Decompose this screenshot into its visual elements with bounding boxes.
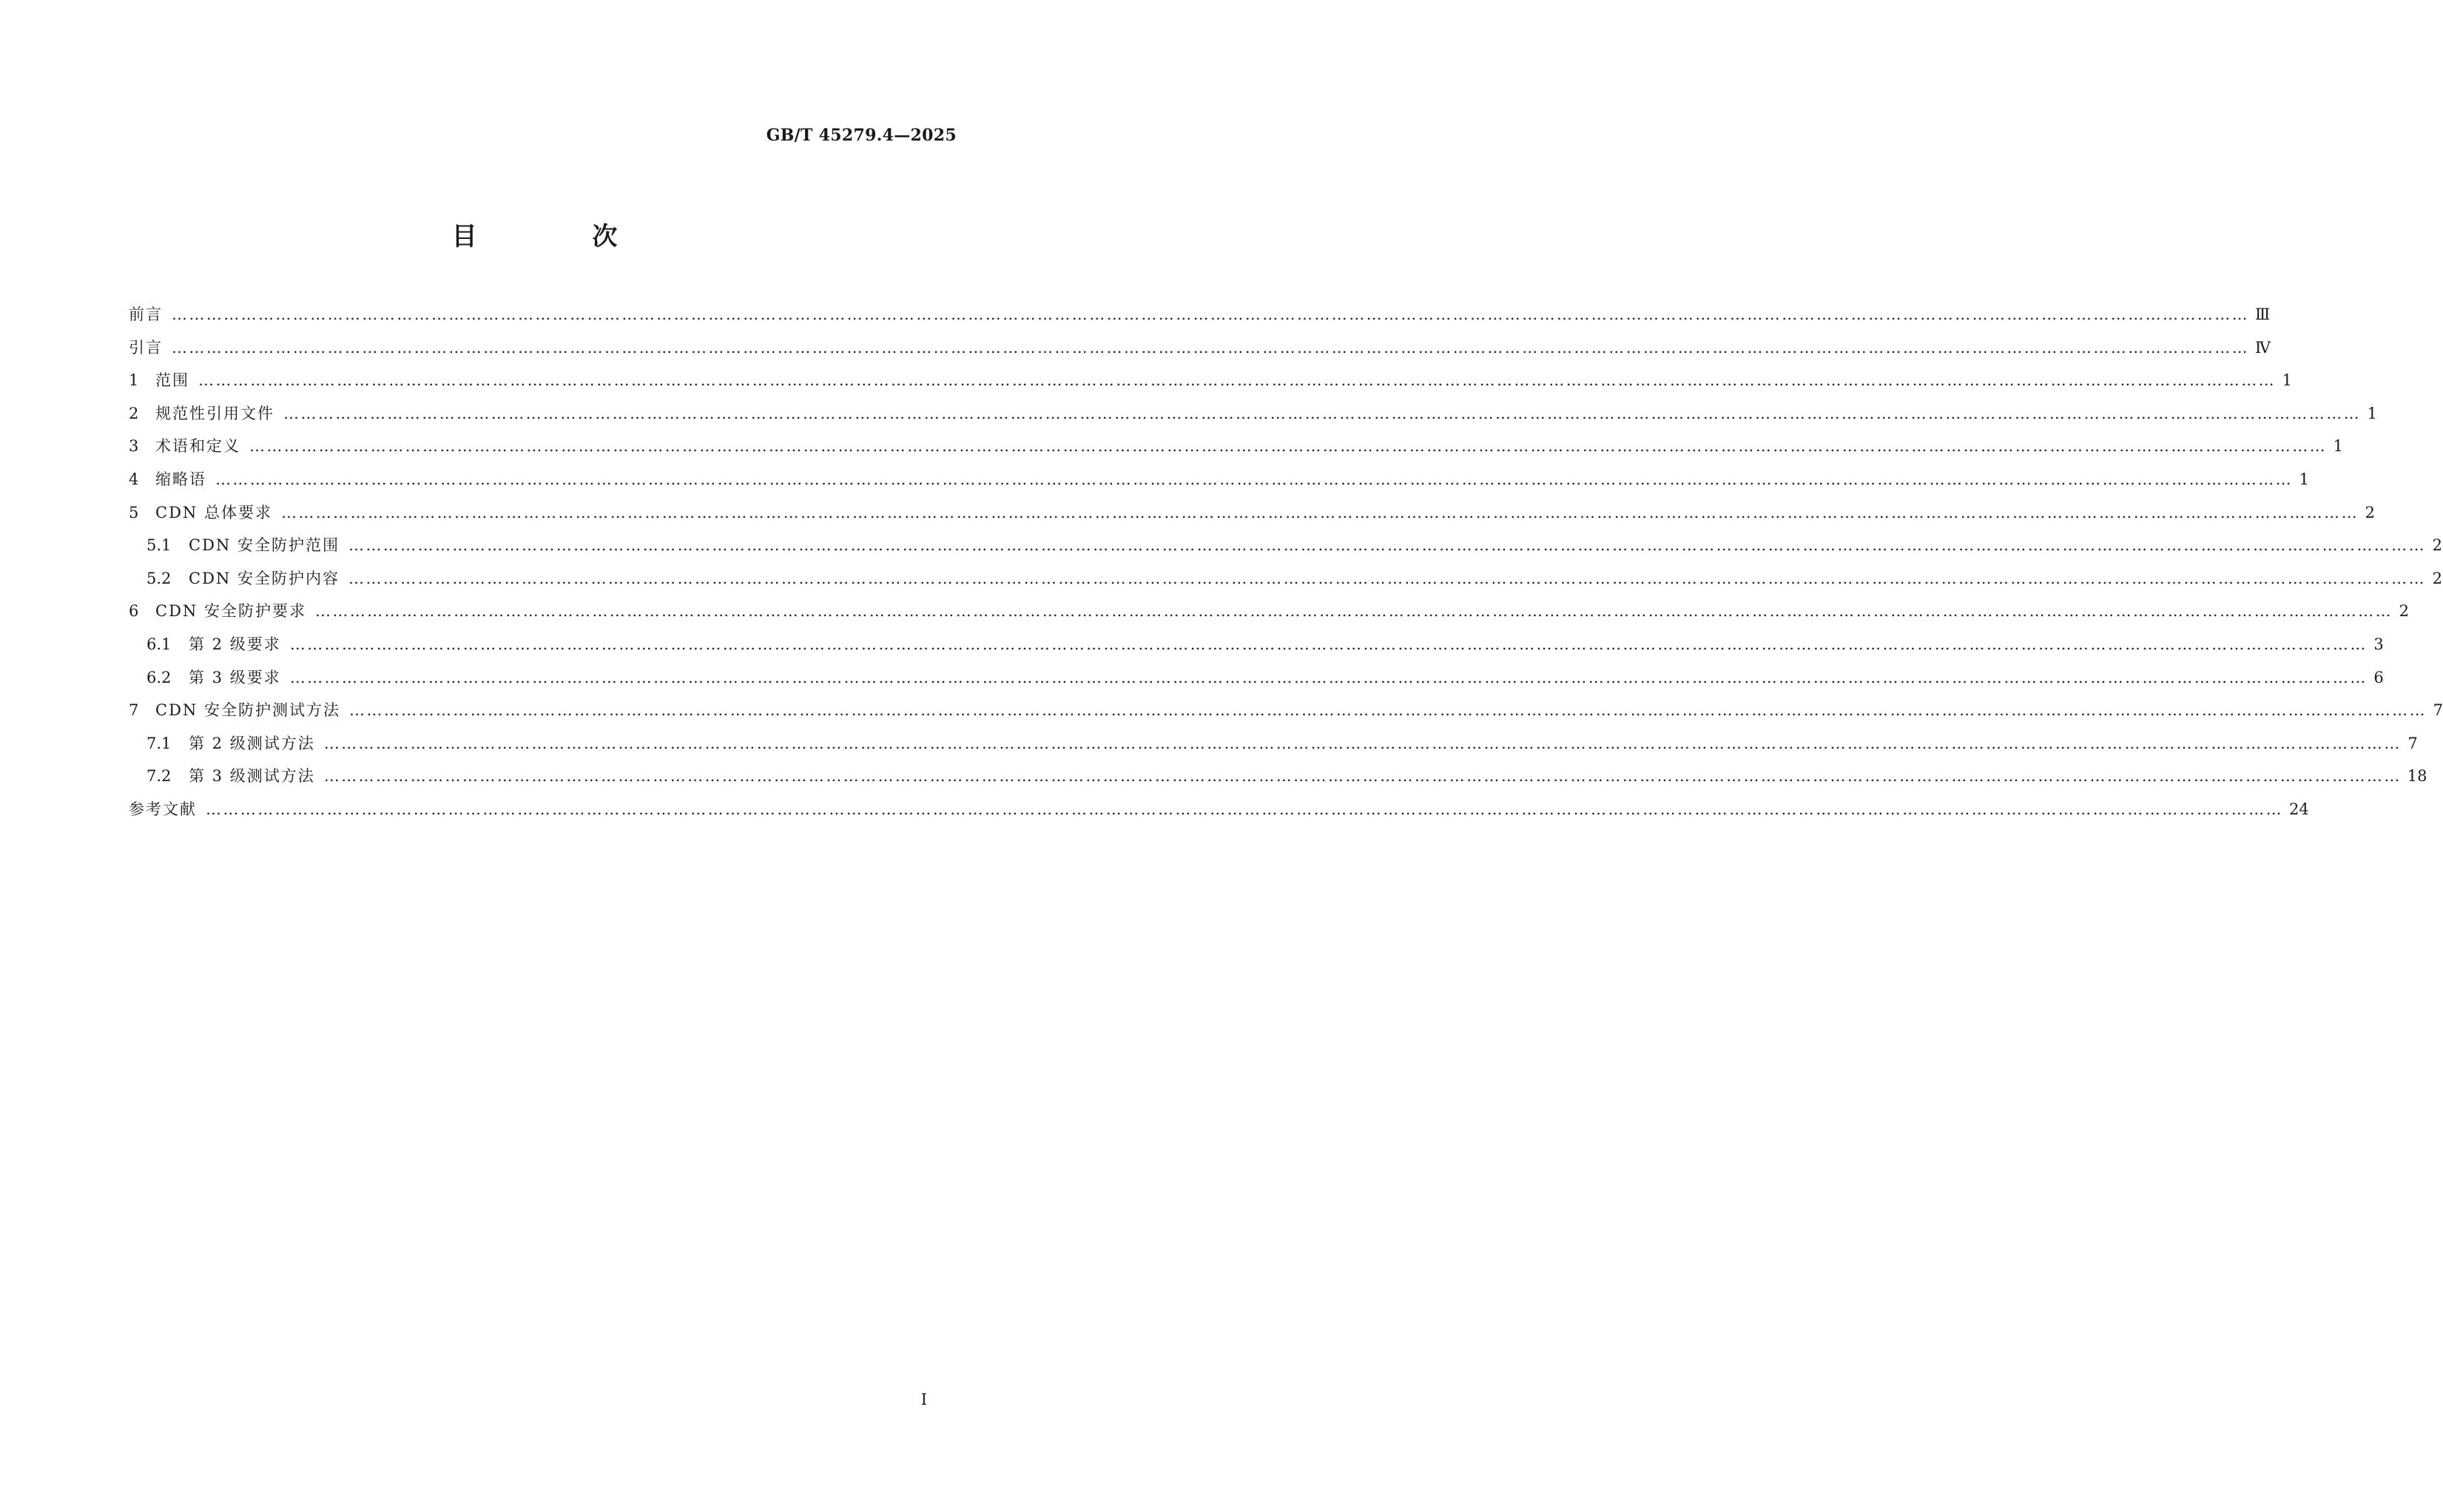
toc-entry-number: 4 [129,470,139,488]
page-number: I [920,1391,927,1408]
toc-entry[interactable] [129,567,2442,600]
toc-dot-leader: ……………………………………………………………………………………………………………………………………………………………………………………………………………………………………………………………………………………………………………………………… [348,701,2427,720]
toc-entry-page: Ⅲ [2255,306,2271,323]
toc-entry-page: Ⅳ [2255,338,2271,357]
toc-entry-number: 7.1 [146,734,172,752]
toc-entry-number: 1 [129,371,139,390]
toc-entry-label: CDN 安全防护内容 [189,569,340,587]
toc-entry[interactable] [129,599,2409,632]
toc-entry-number: 6.1 [146,635,172,653]
toc-dot-leader: ……………………………………………………………………………………………………………………………………………………………………………………………………………………………………………………………………………………………………………………………… [172,338,2249,357]
toc-dot-leader: ……………………………………………………………………………………………………………………………………………………………………………………………………………………………………………………………………………………………………………………………… [206,800,2283,818]
toc-entry-number: 2 [129,404,139,422]
toc-entry-label: CDN 总体要求 [155,503,272,522]
toc-dot-leader: ……………………………………………………………………………………………………………………………………………………………………………………………………………………………………………………………………………………………………………………………… [198,371,2276,390]
toc-entry-number: 5.2 [146,569,172,587]
toc-entry-label: 规范性引用文件 [155,404,274,422]
toc-entry[interactable] [129,336,2271,369]
toc-dot-leader: ……………………………………………………………………………………………………………………………………………………………………………………………………………………………………………………………………………………………………………………………… [348,569,2426,587]
toc-entry-number: 7.2 [146,767,172,786]
toc-entry[interactable] [129,434,2343,468]
toc-entry-label: 第 3 级要求 [189,668,281,686]
toc-entry-number: 6.2 [146,668,172,686]
standard-number: GB/T 45279.4—2025 [766,126,957,145]
toc-entry-number: 5.1 [146,536,172,555]
toc-entry[interactable] [129,698,2443,732]
toc-entry-page: 18 [2407,767,2427,786]
toc-entry[interactable] [129,368,2292,402]
toc-entry[interactable] [129,732,2418,765]
toc-dot-leader: ……………………………………………………………………………………………………………………………………………………………………………………………………………………………………………………………………………………………………………………………… [323,734,2402,752]
toc-entry-page: 7 [2433,701,2443,720]
toc-entry-label: CDN 安全防护范围 [189,536,340,555]
toc-dot-leader: ……………………………………………………………………………………………………………………………………………………………………………………………………………………………………………………………………………………………………………………………… [348,536,2426,555]
toc-dot-leader: ……………………………………………………………………………………………………………………………………………………………………………………………………………………………………………………………………………………………………………………………… [314,602,2393,621]
toc-entry[interactable] [129,666,2384,699]
toc-entry-label: 第 2 级要求 [189,635,281,653]
toc-entry[interactable] [129,501,2375,534]
toc-entry-page: 1 [2282,371,2292,390]
toc-entry-label: CDN 安全防护要求 [155,602,306,621]
toc-entry-number: 6 [129,602,139,621]
toc-entry-page: 2 [2432,569,2442,587]
toc-entry-page: 2 [2365,503,2375,522]
toc-dot-leader: ……………………………………………………………………………………………………………………………………………………………………………………………………………………………………………………………………………………………………………………………… [249,437,2327,456]
toc-entry-page: 7 [2407,734,2418,752]
toc-entry-page: 2 [2399,602,2409,621]
toc-dot-leader: ……………………………………………………………………………………………………………………………………………………………………………………………………………………………………………………………………………………………………………………………… [280,503,2359,522]
toc-entry[interactable] [129,632,2384,666]
toc-entry[interactable] [129,402,2377,435]
toc-entry-page: 1 [2333,437,2343,456]
toc-entry-page: 1 [2299,470,2309,488]
toc-entry-page: 1 [2367,404,2377,422]
toc-dot-leader: ……………………………………………………………………………………………………………………………………………………………………………………………………………………………………………………………………………………………………………………………… [172,306,2249,323]
toc-entry-number: 7 [129,701,139,720]
toc-entry[interactable] [129,468,2309,501]
toc-dot-leader: ……………………………………………………………………………………………………………………………………………………………………………………………………………………………………………………………………………………………………………………………… [289,635,2368,653]
toc-entry-page: 2 [2432,536,2442,555]
toc-entry-page: 6 [2373,668,2384,686]
toc-entry-label: 第 2 级测试方法 [189,734,315,752]
toc-dot-leader: ……………………………………………………………………………………………………………………………………………………………………………………………………………………………………………………………………………………………………………………………… [289,668,2368,686]
toc-entry-label: 前言 [129,306,163,323]
toc-dot-leader: ……………………………………………………………………………………………………………………………………………………………………………………………………………………………………………………………………………………………………………………………… [215,470,2293,488]
toc-entry-page: 24 [2289,800,2309,818]
toc-entry[interactable] [129,764,2427,797]
toc-entry-label: 引言 [129,338,163,357]
toc-entry-number: 5 [129,503,139,522]
toc-entry-page: 3 [2373,635,2384,653]
toc-title: 目 次 [451,222,671,252]
toc-entry[interactable] [129,533,2442,567]
toc-entry-number: 3 [129,437,139,456]
toc-entry-label: 范围 [155,371,189,390]
toc-dot-leader: ……………………………………………………………………………………………………………………………………………………………………………………………………………………………………………………………………………………………………………………………… [323,767,2402,786]
toc-entry[interactable] [129,797,2309,831]
toc-entry[interactable] [129,303,2271,336]
toc-dot-leader: ……………………………………………………………………………………………………………………………………………………………………………………………………………………………………………………………………………………………………………………………… [283,404,2361,422]
toc-entry-label: 参考文献 [129,800,197,818]
toc-entry-label: 术语和定义 [155,437,240,456]
toc-entry-label: 第 3 级测试方法 [189,767,315,786]
toc-entry-label: 缩略语 [155,470,206,488]
toc-entry-label: CDN 安全防护测试方法 [155,701,340,720]
table-of-contents [129,303,2443,831]
